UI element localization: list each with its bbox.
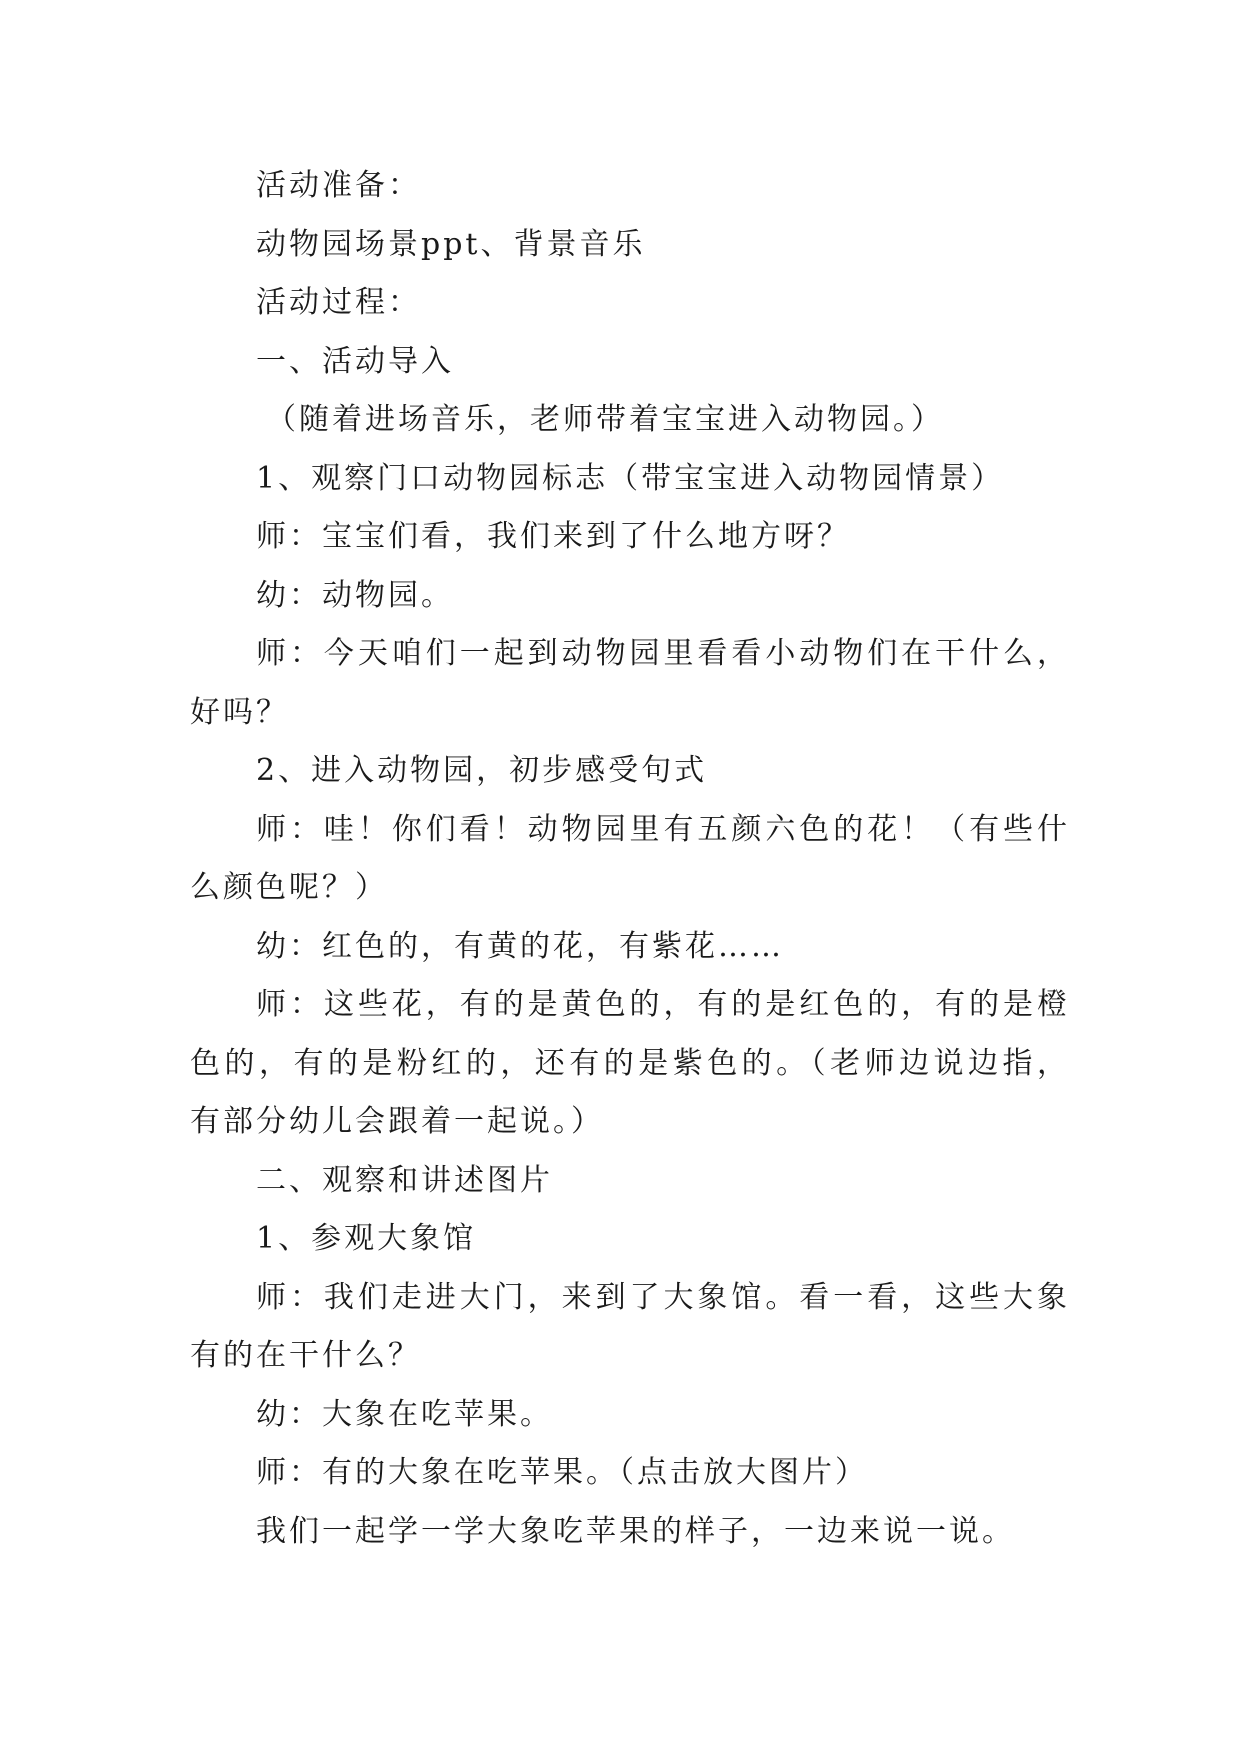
dialogue-line: 师：哇！你们看！动物园里有五颜六色的花！（有些什 <box>256 811 1070 847</box>
paragraph-materials: 动物园场景ppt、背景音乐 <box>256 226 646 262</box>
document-body <box>190 157 1070 1561</box>
dialogue-line-continued: 么颜色呢？） <box>190 870 388 905</box>
paragraph-closing: 我们一起学一学大象吃苹果的样子，一边来说一说。 <box>256 1513 1015 1549</box>
section-heading-observe: 二、观察和讲述图片 <box>256 1162 553 1198</box>
section-heading-process: 活动过程： <box>256 285 421 320</box>
paragraph-step-2: 2、进入动物园，初步感受句式 <box>256 753 708 788</box>
dialogue-line-continued: 色的，有的是粉红的，还有的是紫色的。（老师边说边指， <box>190 1045 1070 1081</box>
dialogue-line: 师：这些花，有的是黄色的，有的是红色的，有的是橙 <box>256 987 1070 1022</box>
dialogue-line-continued: 有的在干什么？ <box>190 1338 421 1373</box>
dialogue-line: 幼：大象在吃苹果。 <box>256 1396 553 1432</box>
dialogue-line-continued: 好吗？ <box>190 694 289 730</box>
dialogue-line: 幼：动物园。 <box>256 577 454 613</box>
section-heading-preparation: 活动准备： <box>256 168 421 203</box>
dialogue-line: 幼：红色的，有黄的花，有紫花…… <box>256 928 784 964</box>
paragraph-stage-note: （随着进场音乐，老师带着宝宝进入动物园。） <box>266 402 944 437</box>
dialogue-line: 师：宝宝们看，我们来到了什么地方呀？ <box>256 519 850 554</box>
section-heading-intro: 一、活动导入 <box>256 343 454 379</box>
dialogue-line: 师：我们走进大门，来到了大象馆。看一看，这些大象 <box>256 1279 1070 1315</box>
dialogue-line-continued: 有部分幼儿会跟着一起说。） <box>190 1104 604 1139</box>
dialogue-line: 师：有的大象在吃苹果。（点击放大图片） <box>256 1455 868 1490</box>
dialogue-line: 师：今天咱们一起到动物园里看看小动物们在干什么， <box>256 636 1070 671</box>
paragraph-step-1: 1、观察门口动物园标志（带宝宝进入动物园情景） <box>256 460 1005 496</box>
paragraph-step-elephant: 1、参观大象馆 <box>256 1221 477 1256</box>
